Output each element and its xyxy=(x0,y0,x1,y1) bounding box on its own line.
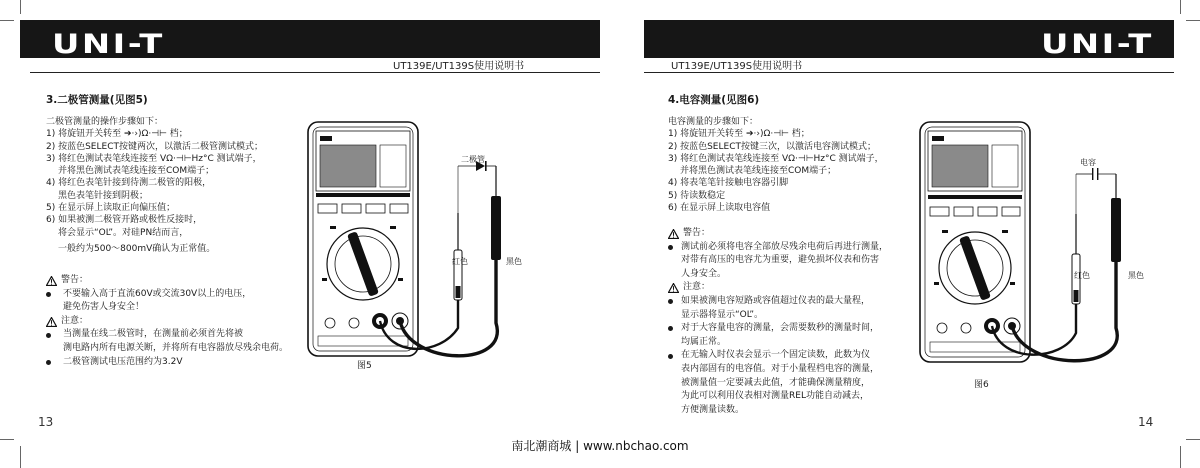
red-probe-label: 红色 xyxy=(1074,271,1090,280)
step-6: 6) 在显示屏上读取电容值 xyxy=(668,203,771,214)
step-4-cont: 黑色表笔针接到阴极； xyxy=(58,190,149,201)
note-text: 在无输入时仪表会显示一个固定读数，此数为仪 xyxy=(681,350,871,361)
note-item xyxy=(46,328,336,342)
warning-item xyxy=(46,288,336,302)
warning-block xyxy=(46,274,336,369)
warning-heading xyxy=(46,274,336,288)
note-text-cont: 表内部固有的电容值。对于小量程档电容的测量， xyxy=(681,363,880,374)
figure-6-multimeter-diagram xyxy=(912,118,1142,374)
bullet-icon xyxy=(668,299,673,304)
warning-item xyxy=(668,241,918,255)
bullet-icon xyxy=(668,326,673,331)
warning-text: 测试前必须将电容全部放尽残余电荷后再进行测量， xyxy=(681,241,889,252)
crop-mark xyxy=(20,0,21,14)
warning-icon xyxy=(668,283,679,293)
black-probe-label: 黑色 xyxy=(506,257,522,266)
diode-steps xyxy=(46,116,311,255)
header-rule xyxy=(644,72,1174,73)
right-page xyxy=(600,0,1200,468)
warning-title: 警告： xyxy=(61,275,89,285)
note-text-cont: 测电路内所有电源关断，并将所有电容器放尽残余电荷。 xyxy=(63,342,289,353)
note-text: 二极管测试电压范围约为3.2V xyxy=(63,356,183,367)
bullet-icon xyxy=(46,360,51,365)
bullet-icon xyxy=(46,292,51,297)
crop-mark xyxy=(1186,20,1200,21)
note-title: 注意： xyxy=(683,282,711,293)
warning-icon xyxy=(46,276,57,286)
red-probe-label: 红色 xyxy=(452,257,468,266)
warning-text: 不要输入高于直流60V或交流30V以上的电压， xyxy=(63,288,252,299)
component-label: 二极管 xyxy=(461,155,485,164)
header-rule xyxy=(30,72,600,73)
section-title: 3.二极管测量(见图5) xyxy=(46,94,148,106)
crop-mark xyxy=(1180,0,1181,14)
brand-logo: UNI-T xyxy=(1041,29,1154,60)
note-text: 如果被测电容短路或容值超过仪表的最大量程， xyxy=(681,295,871,306)
page-number: 14 xyxy=(1138,415,1154,429)
crop-mark xyxy=(0,20,14,21)
step-6-cont: 将会显示“OL”。对硅PN结而言， xyxy=(58,227,189,238)
note-text-cont: 被测量值一定要减去此值，才能确保测量精度， xyxy=(681,377,871,388)
manual-title: UT139E/UT139S使用说明书 xyxy=(671,61,803,72)
note-item xyxy=(668,349,918,363)
step-1: 1) 将旋钮开关转至 ➔·›)Ω·⊣⊢ 档； xyxy=(46,129,188,140)
step-3: 3) 将红色测试表笔线连接至 VΩ·⊣⊢Hz°C 测试端子， xyxy=(46,153,262,164)
step-5: 5) 待读数稳定 xyxy=(668,190,726,201)
note-item xyxy=(46,356,336,370)
note-text-cont: 方便测量读数。 xyxy=(681,404,745,415)
warning-heading xyxy=(668,227,918,241)
note-title: 注意： xyxy=(61,315,89,326)
warning-text-cont: 对带有高压的电容尤为重要，避免损坏仪表和伤害 xyxy=(681,255,880,266)
bullet-icon xyxy=(46,333,51,338)
step-5: 5) 在显示屏上读取正向偏压值； xyxy=(46,203,176,214)
note-item xyxy=(668,322,918,336)
warning-title: 警告： xyxy=(683,228,711,238)
step-6-cont2: 一般约为500～800mV确认为正常值。 xyxy=(58,243,216,254)
step-4: 4) 将表笔笔针接触电容器引脚 xyxy=(668,178,789,189)
step-3-cont: 并将黑色测试表笔线连接至COM端子； xyxy=(680,166,837,177)
bullet-icon xyxy=(668,354,673,359)
brand-logo: UNI-T xyxy=(52,29,165,60)
step-1: 1) 将旋钮开关转至 ➔·›)Ω·⊣⊢ 档； xyxy=(668,129,810,140)
note-heading xyxy=(668,281,918,295)
note-text-cont: 均属正常。 xyxy=(681,336,727,347)
step-2: 2) 按蓝色SELECT按键两次，以激活二极管测试模式； xyxy=(46,141,263,152)
figure-caption: 图5 xyxy=(357,361,372,371)
warning-text-cont: 避免伤害人身安全！ xyxy=(63,302,145,313)
section-title: 4.电容测量(见图6) xyxy=(668,94,760,106)
steps-intro: 电容测量的步骤如下： xyxy=(668,117,759,127)
manual-title: UT139E/UT139S使用说明书 xyxy=(393,61,525,72)
note-item xyxy=(668,295,918,309)
step-6: 6) 如果被测二极管开路或极性反接时， xyxy=(46,215,203,226)
step-2: 2) 按蓝色SELECT按键三次，以激活电容测试模式； xyxy=(668,141,876,152)
note-text: 当测量在线二极管时，在测量前必须首先将被 xyxy=(63,329,244,340)
note-text-cont: 显示器将显示“OL”。 xyxy=(681,309,764,320)
warning-icon xyxy=(46,317,57,327)
footer-watermark: 南北潮商城 | www.nbchao.com xyxy=(511,439,689,453)
component-label: 电容 xyxy=(1080,158,1096,167)
note-heading xyxy=(46,315,336,329)
step-3-cont: 并将黑色测试表笔线连接至COM端子； xyxy=(58,166,215,177)
capacitance-steps xyxy=(668,116,918,214)
warning-text-cont: 人身安全。 xyxy=(681,268,727,279)
note-text: 对于大容量电容的测量，会需要数秒的测量时间， xyxy=(681,323,880,334)
figure-5-multimeter-diagram xyxy=(300,118,530,368)
steps-intro: 二极管测量的操作步骤如下： xyxy=(46,117,164,127)
warning-icon xyxy=(668,229,679,239)
figure-caption: 图6 xyxy=(974,380,989,390)
note-text-cont: 为此可以利用仪表相对测量REL功能自动减去， xyxy=(681,391,869,402)
bullet-icon xyxy=(668,245,673,250)
black-probe-label: 黑色 xyxy=(1128,271,1144,280)
page-number: 13 xyxy=(38,415,54,429)
warning-block xyxy=(668,227,918,417)
step-4: 4) 将红色表笔针接到待测二极管的阳极， xyxy=(46,178,212,189)
step-3: 3) 将红色测试表笔线连接至 VΩ·⊣⊢Hz°C 测试端子， xyxy=(668,153,884,164)
